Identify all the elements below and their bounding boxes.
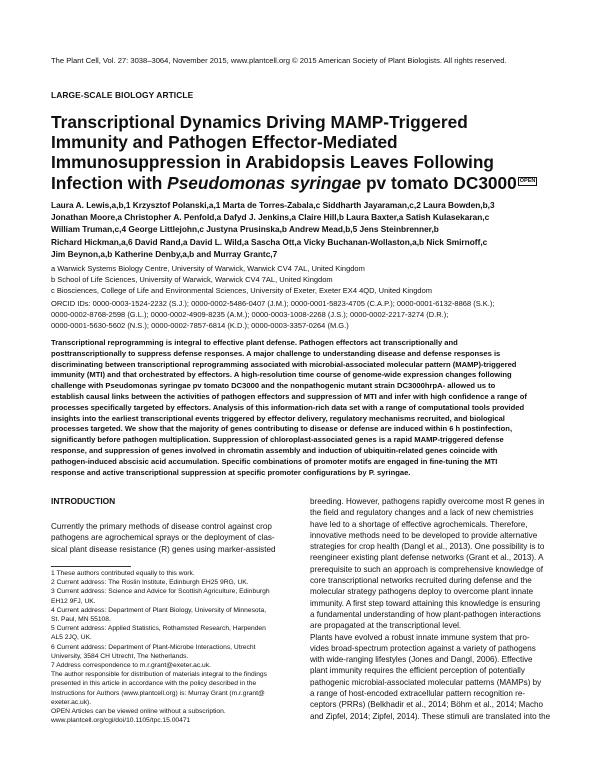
abstract (51, 338, 561, 478)
affiliation-item: c Biosciences, College of Life and Environmental Sciences, University of Exeter, Exeter EX4 4QD, United Kingdom (51, 286, 433, 296)
abstract-line: response and active transcriptional suppression at specific promoter configurations by P. syringae. (51, 467, 411, 477)
affiliation-item: a Warwick Systems Biology Centre, University of Warwick, Warwick CV4 7AL, United Kingdom (51, 264, 365, 273)
footnote-line: University, 3584 CH Utrecht, The Netherlands. (51, 652, 189, 660)
footnote-divider (51, 566, 131, 567)
journal-citation-line: The Plant Cell, Vol. 27: 3038–3064, November 2015, www.plantcell.org © 2015 American Society of Plant Biologists. All rights reserved. (51, 56, 507, 65)
title-line-2: Immunity and Pathogen Effector-Mediated (51, 132, 398, 153)
footnote-line: 2 Current address: The Roslin Institute, Edinburgh EH25 9RG, UK. (51, 579, 249, 587)
body-line: and Zipfel, 2014; Zipfel, 2014). These stimuli are translated into the (310, 711, 551, 721)
footnote-line: exeter.ac.uk). (51, 698, 92, 706)
abstract-line: insights into the earliest transcriptional events triggered by effector delivery, regulatory mechanisms recruited, and biological (51, 413, 505, 423)
orcid-line: ORCID IDs: 0000-0003-1524-2232 (S.J.); 0000-0002-5486-0407 (J.M.); 0000-0001-5823-4705 (C.A.P.); 0000-0001-6132-8868 (S.K.); (51, 299, 495, 308)
introduction-heading: INTRODUCTION (51, 496, 116, 506)
body-line: a fundamental understanding of how plant-pathogen interactions (310, 609, 541, 619)
body-line: plant immunity requires the efficient perception of potentially (310, 666, 525, 676)
abstract-line: Transcriptional reprogramming is integral to effective plant defense. Pathogen effectors act transcriptionally and (51, 338, 458, 347)
title-line-4-prefix: Infection with (51, 172, 168, 193)
title-line-4-suffix: pv tomato DC3000 (361, 172, 517, 193)
footnote-line: OPEN Articles can be viewed online without a subscription. (51, 708, 226, 716)
abstract-line: establish causal links between the activities of pathogen effectors and suppression of MTI and infer with high confidence a range of (51, 391, 527, 401)
body-line: with wide-ranging lifestyles (Jones and Dangl, 2006). Effective (310, 655, 533, 665)
abstract-line: significantly before pathogen multiplication. Suppression of chloroplast-associated genes is a rapid MAMP-triggered defense (51, 435, 504, 445)
orcid-line: 0000-0001-5630-5602 (N.S.); 0000-0002-7857-6814 (K.D.); 0000-0003-3357-0264 (M.G.) (51, 321, 349, 330)
body-line: immunity. A first step toward attaining this knowledge is ensuring (310, 598, 541, 608)
body-line: have led to a shortage of effective agrochemicals. Therefore, (310, 519, 528, 529)
title-line-3: Immunosuppression in Arabidopsis Leaves Following (51, 152, 494, 173)
abstract-line: challenge with Pseudomonas syringae pv tomato DC3000 and the nonpathogenic mutant strain DC3000hrpA- allowed us to (51, 381, 496, 391)
title-line-4 (51, 173, 551, 193)
orcid-line: 0000-0002-8768-2598 (G.L.); 0000-0002-4909-8235 (A.M.); 0000-0003-1008-2268 (J.S.); 0000-0002-2217-3274 (D.R.); (51, 310, 449, 319)
left-column (51, 496, 297, 555)
abstract-line: pathogen-induced abscisic acid accumulation. Specific combinations of promoter motifs are engaged in fine-tuning the MTI (51, 456, 498, 466)
body-line: vides broad-spectrum protection against a variety of pathogens (310, 643, 536, 653)
footnote-line: AL5 2JQ, UK. (51, 634, 92, 642)
body-line: core transcriptional networks recruited during defense and the (310, 576, 532, 586)
footnote-line: 3 Current address: Science and Advice for Scottish Agriculture, Edinburgh (51, 588, 270, 596)
body-line: a range of host-encoded extracellular pattern recognition re- (310, 689, 526, 699)
abstract-line: discriminating between transcriptional reprogramming associated with microbial-associated molecular pattern (MAMP)-triggered (51, 359, 517, 369)
abstract-line: processes specifically targeted by effectors. Analysis of this information-rich data set with a range of computational tools provided (51, 402, 525, 412)
abstract-line: response, and suppression of genes involved in chromatin assembly and induction of ubiquitin-related genes coincide with (51, 445, 498, 455)
body-line: molecular strategy pathogens deploy to overcome plant innate (310, 587, 534, 597)
body-line: sical plant disease resistance (R) genes using marker-assisted (51, 544, 276, 554)
article-title (51, 112, 551, 193)
footnote-line: 5 Current address: Applied Statistics, Rothamsted Research, Harpenden (51, 625, 266, 633)
body-line: are propagated at the transcriptional level. (310, 621, 462, 631)
body-line: ceptors (PRRs) (Belkhadir et al., 2014; Böhm et al., 2014; Macho (310, 700, 544, 710)
introduction-right-text (310, 496, 562, 722)
footnote-line: EH12 9FJ, UK. (51, 597, 96, 605)
doi-link[interactable]: www.plantcell.org/cgi/doi/10.1105/tpc.15.00471 (51, 717, 191, 725)
author-list (51, 199, 561, 260)
author-line: Jim Beynon,a,b Katherine Denby,a,b and Murray Grantc,7 (51, 248, 278, 259)
footnote-line: 7 Address correspondence to m.r.grant@exeter.ac.uk. (51, 662, 211, 670)
author-line: Jonathan Moore,a Christopher A. Penfold,a Dafyd J. Jenkins,a Claire Hill,b Laura Baxter,a Satish Kulasekaran,c (51, 212, 490, 223)
footnote-line: St. Paul, MN 55108. (51, 616, 111, 624)
body-line: prerequisite to such an approach is comprehensive knowledge of (310, 564, 544, 574)
body-line: Plants have evolved a robust innate immune system that pro- (310, 632, 530, 642)
body-line: pathogens are agrochemical sprays or the deployment of clas- (51, 533, 275, 543)
affiliation-list (51, 263, 561, 297)
right-column (310, 496, 562, 722)
footnote-line: The author responsible for distribution of materials integral to the findings (51, 671, 267, 679)
abstract-line: posttranscriptionally to suppress defense responses. A major challenge to understanding disease and defense responses is (51, 348, 501, 358)
body-line: the field and regulatory changes and a lack of new chemistries (310, 508, 534, 518)
open-access-badge: OPEN (519, 177, 536, 184)
title-line-1: Transcriptional Dynamics Driving MAMP-Triggered (51, 112, 468, 132)
footnote-line: 6 Current address: Department of Plant-Microbe Interactions, Utrecht (51, 643, 256, 651)
body-line: strategies for crop health (Dangl et al., 2013). One possibility is to (310, 542, 545, 552)
body-line: innovative methods need to be developed to provide alternative (310, 530, 538, 540)
author-line: William Truman,c,4 George Littlejohn,c Justyna Prusinska,b Andrew Mead,b,5 Jens Steinbrenner,b (51, 224, 439, 235)
author-line: Richard Hickman,a,6 David Rand,a David L. Wild,a Sascha Ott,a Vicky Buchanan-Wollaston,a,b Nick Smirnoff,c (51, 236, 488, 247)
footnote-line: 1 These authors contributed equally to this work. (51, 570, 195, 577)
article-type-label: LARGE-SCALE BIOLOGY ARTICLE (51, 90, 194, 100)
footnotes (51, 569, 297, 725)
body-line: breeding. However, pathogens rapidly overcome most R genes in (310, 497, 545, 506)
footnote-line: presented in this article in accordance with the policy described in the (51, 680, 257, 688)
author-line: Laura A. Lewis,a,b,1 Krzysztof Polanski,a,1 Marta de Torres-Zabala,c Siddharth Jayaraman,c,2 Laura Bowden,b,3 (51, 200, 495, 210)
abstract-line: immunity (MTI) and that orchestrated by effectors. A high-resolution time course of genome-wide expression changes following (51, 370, 512, 380)
abstract-line: processes targeted. We show that the majority of genes contributing to disease or defense are induced within 6 h postinfection, (51, 424, 513, 434)
orcid-list (51, 298, 561, 331)
body-line: pathogenic microbial-associated molecular patterns (MAMPs) by (310, 677, 542, 687)
affiliation-item: b School of Life Sciences, University of Warwick, Warwick CV4 7AL, United Kingdom (51, 275, 333, 285)
footnote-line: Instructions for Authors (www.plantcell.org) is: Murray Grant (m.r.grant@ (51, 689, 265, 697)
title-species-name: Pseudomonas syringae (167, 172, 362, 193)
body-line: Currently the primary methods of disease control against crop (51, 522, 272, 531)
footnote-line: 4 Current address: Department of Plant Biology, University of Minnesota, (51, 606, 267, 614)
body-line: reengineer existing plant defense networks (Grant et al., 2013). A (310, 553, 544, 563)
introduction-left-text (51, 521, 297, 555)
